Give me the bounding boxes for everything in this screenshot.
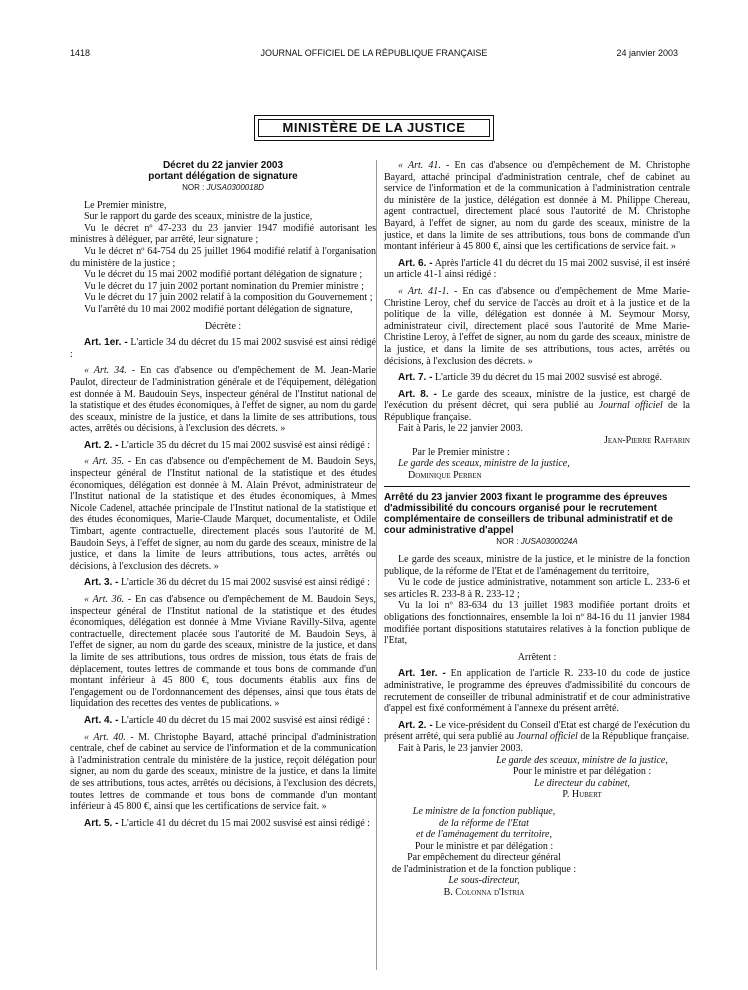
preamble-line: Le Premier ministre, [84, 199, 167, 211]
article-2: Art. 2. - L'article 35 du décret du 15 mai 2002 susvisé est ainsi rédigé : [84, 439, 370, 451]
article-8: Art. 8. - Le garde des sceaux, ministre de la justice, est chargé de l'exécution du présent décret, qui sera publié au Journal officiel de la République française. [384, 388, 690, 423]
arrete-nor: NOR : JUSA0300024A [496, 537, 578, 547]
page-number: 1418 [70, 48, 91, 58]
article-3: Art. 3. - L'article 36 du décret du 15 mai 2002 susvisé est ainsi rédigé : [84, 577, 370, 589]
issue-date: 24 janvier 2003 [616, 48, 678, 58]
decret-signer: Jean-Pierre Raffarin [604, 435, 690, 447]
preamble-line: Vu l'arrêté du 10 mai 2002 modifié portant délégation de signature, [84, 303, 353, 315]
article-4: Art. 4. - L'article 40 du décret du 15 mai 2002 susvisé est ainsi rédigé : [84, 714, 370, 726]
article-41-1-quote: « Art. 41-1. - En cas d'absence ou d'empêchement de Mme Marie-Christine Leroy, chef du service de l'accès au droit et à la justice et de la politique de la ville, délégation est donnée à M. Seymour Morsy, administrateur civil, directement placé sous l'autorité de Mme Marie-Christine Leroy, à l'effet de signer, au nom du garde des sceaux, ministre de la justice, et dans la limite de ses attributions, tous actes, arrêtés ou décisions, à l'exclusion des décrets. » [384, 285, 690, 367]
preamble-line: Sur le rapport du garde des sceaux, ministre de la justice, [84, 211, 313, 223]
arrete-preamble-line: Vu le code de justice administrative, notamment son article L. 233-6 et ses articles R. 233-8 à R. 233-12 ; [384, 577, 690, 600]
decrete-label: Décrète : [204, 320, 242, 332]
decret-title-line1: Décret du 22 janvier 2003 [162, 160, 284, 171]
article-41-quote: « Art. 41. - En cas d'absence ou d'empêchement de M. Christophe Bayard, attaché principal d'administration centrale, chef de cabinet au service de l'information et de la communication à l'administration centrale du ministère de la justice, délégation est donnée à M. Philippe Chereau, agent contractuel, directement placé sous l'autorité de M. Christophe Bayard, à l'effet de signer, au nom du garde des sceaux, ministre de la justice, et dans la limite de ses attributions, tous bons de commande d'un montant inférieur à 45 800 €, ainsi que les certifications de service fait. » [384, 160, 690, 253]
ministry-title: MINISTÈRE DE LA JUSTICE [258, 119, 490, 137]
right-column [384, 160, 690, 899]
section-divider [384, 486, 690, 487]
preamble-line: Vu le décret du 17 juin 2002 portant nomination du Premier ministre ; [84, 280, 364, 292]
signature-block-justice: Le garde des sceaux, ministre de la justice, Pour le ministre et par délégation : Le directeur du cabinet, P. Hubert [496, 754, 668, 801]
article-7: Art. 7. - L'article 39 du décret du 15 mai 2002 susvisé est abrogé. [398, 372, 662, 384]
preamble-line: Vu le décret nº 64-754 du 25 juillet 1964 modifié relatif à l'organisation du ministère de la justice ; [70, 245, 376, 269]
decret-par-pm: Par le Premier ministre : [412, 446, 510, 458]
arrete-article-2: Art. 2. - Le vice-président du Conseil d'Etat est chargé de l'exécution du présent arrêté, qui sera publié au Journal officiel de la République française. [384, 719, 690, 743]
article-5: Art. 5. - L'article 41 du décret du 15 mai 2002 susvisé est ainsi rédigé : [84, 817, 370, 829]
article-35-quote: « Art. 35. - En cas d'absence ou d'empêchement de M. Baudoin Seys, inspecteur général de l'Institut national de la statistique et des études économiques, délégation est donnée à M. Alain Prévot, administrateur de l'Institut national de la statistique et des études économiques, à Mmes Nicole Cadenel, attachée principale de l'Institut national de la statistique et des études économiques, Marie-Claude Marquet, documentaliste, et Odile Timbart, agente contractuelle, directement placés sous l'autorité de M. Baudoin Seys, à l'effet de signer, au nom du garde des sceaux, ministre de la justice, et dans la limite de leurs attributions, tous actes, arrêtés ou décisions, à l'exclusion des décrets. » [70, 456, 377, 572]
ministry-banner [254, 115, 494, 141]
article-34-quote: « Art. 34. - En cas d'absence ou d'empêchement de M. Jean-Marie Paulot, directeur de l'administration générale et de l'équipement, délégation est donnée à M. Baudouin Seys, inspecteur général de l'Institut national de la statistique et des études économiques, à l'effet de signer, au nom du garde des sceaux, ministre de la justice, et dans la limite de ses attributions, tous actes, arrêtés ou décisions, à l'exclusion des décrets. » [70, 365, 376, 435]
preamble-line: Vu le décret du 15 mai 2002 modifié portant délégation de signature ; [84, 269, 363, 281]
column-divider [376, 160, 377, 970]
article-6: Art. 6. - Après l'article 41 du décret du 15 mai 2002 susvisé, il est inséré un article 41-1 ainsi rédigé : [384, 257, 690, 281]
decret-title-line2: portant délégation de signature [148, 171, 298, 182]
preamble-line: Vu le décret nº 47-233 du 23 janvier 1947 modifié autorisant les ministres à déléguer, par arrêté, leur signature ; [70, 222, 376, 246]
signature-block-fonction-publique: Le ministre de la fonction publique, de la réforme de l'Etat et de l'aménagement du territoire, Pour le ministre et par délégation : Par empêchement du directeur général de l'administration et de la fonction publique : Le sous-directeur, B. Colonna d'Istria [391, 805, 577, 899]
arrete-preamble-line: Le garde des sceaux, ministre de la justice, et le ministre de la fonction publique, de la réforme de l'Etat et de l'aménagement du territoire, [384, 554, 690, 577]
preamble-line: Vu le décret du 17 juin 2002 relatif à la composition du Gouvernement ; [84, 292, 373, 304]
article-36-quote: « Art. 36. - En cas d'absence ou d'empêchement de M. Baudoin Seys, inspecteur général de l'Institut national de la statistique et des études économiques, délégation est donnée à Mme Viviane Ravilly-Silva, agente contractuelle, directement placée sous l'autorité de M. Baudoin Seys, à l'effet de signer, au nom du garde des sceaux, ministre de la justice, et dans la limite de ses attributions, tous ordres de mission, tous états de frais de déplacement, toutes lettres de commande et tous bons de commande d'un montant inférieur à 45 800 €, tous documents établis aux fins de l'engagement ou de l'ordonnancement des dépenses, ainsi que tous états de liquidation des recettes des ventes de publications. » [70, 594, 377, 710]
decret-garde-name: Dominique Perben [408, 469, 482, 481]
arrete-title: Arrêté du 23 janvier 2003 fixant le programme des épreuves d'admissibilité du concours organisé pour le recrutement complémentaire de conseillers de tribunal administratif et de cour administrative d'appel [384, 492, 673, 537]
left-column [70, 160, 376, 829]
decret-garde-title: Le garde des sceaux, ministre de la justice, [398, 458, 570, 470]
arrete-done-at: Fait à Paris, le 23 janvier 2003. [398, 742, 523, 754]
article-1: Art. 1er. - L'article 34 du décret du 15 mai 2002 susvisé est ainsi rédigé : [70, 337, 376, 360]
journal-title: JOURNAL OFFICIEL DE LA RÉPUBLIQUE FRANÇAISE [260, 48, 488, 58]
arrete-preamble-line: Vu la loi nº 83-634 du 13 juillet 1983 modifiée portant droits et obligations des fonctionnaires, ensemble la loi nº 84-16 du 11 janvier 1984 modifiée portant dispositions statutaires relatives à la fonction publique de l'Etat, [384, 600, 690, 647]
decret-nor: NOR : JUSA0300018D [182, 183, 264, 192]
decret-done-at: Fait à Paris, le 22 janvier 2003. [398, 423, 523, 435]
arretent-label: Arrêtent : [517, 651, 557, 663]
article-40-quote: « Art. 40. - M. Christophe Bayard, attaché principal d'administration centrale, chef de cabinet au service de l'information et de la communication à l'administration centrale du ministère de la justice, reçoit délégation pour signer, au nom du garde des sceaux, ministre de la justice, et dans la limite de ses attributions, tous actes, arrêtés ou décisions, à l'exclusion des décrets, toutes lettres de commande et tous bons de commande d'un montant inférieur à 45 800 €, ainsi que les certifications de service fait. » [70, 731, 376, 813]
arrete-article-1: Art. 1er. - En application de l'article R. 233-10 du code de justice administrative, le programme des épreuves d'admissibilité du concours de recrutement de conseiller de tribunal administratif et de cour administrative d'appel est fixé conformément à l'annexe du présent arrêté. [384, 668, 690, 715]
